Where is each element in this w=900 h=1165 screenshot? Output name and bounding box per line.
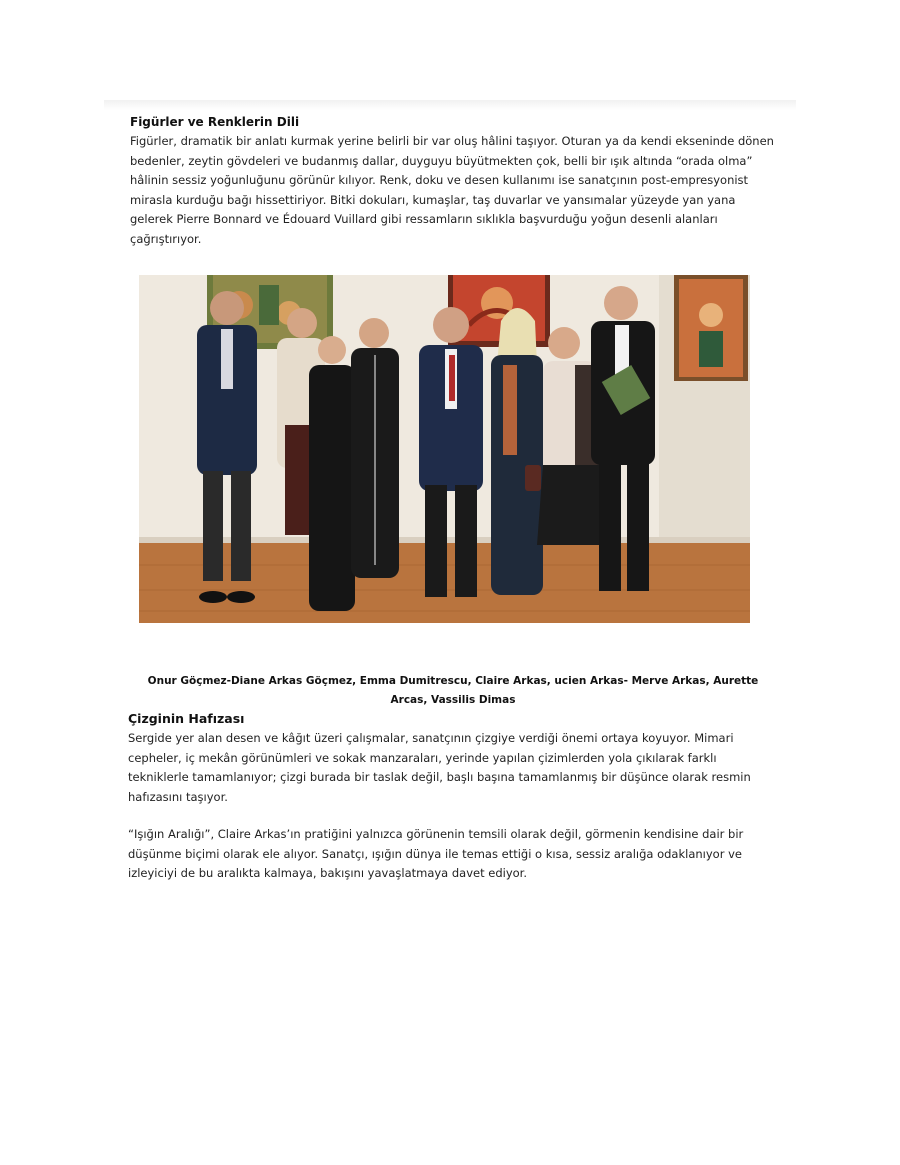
paragraph-line-memory: Sergide yer alan desen ve kâğıt üzeri çalışmalar, sanatçının çizgiye verdiği önemi ortaya koyuyor. Mimari cepheler, iç mekân görünümleri ve sokak manzaraları, yerinde yapılan çizimlerden yola çıkılarak farklı tekniklerle tamamlanıyor; çizgi burada bir taslak değil, başlı başına tamamlanmış bir düşünce olarak resmin hafızasını taşıyor. — [128, 731, 751, 804]
section-heading-line-memory: Çizginin Hafızası — [128, 711, 245, 726]
paragraph-figures: Figürler, dramatik bir anlatı kurmak yerine belirli bir var oluş hâlini taşıyor. Oturan ya da kendi ekseninde dönen bedenler, zeytin gövdeleri ve budanmış dallar, duyguyu büyütmekten çok, belli bir ışık altında “orada olma” hâlinin sessiz yoğunluğunu görünür kılıyor. Renk, doku ve desen kullanımı ise sanatçının post-empresyonist mirasla kurduğu bağı hissettiriyor. Bitki dokuları, kumaşlar, taş duvarlar ve yansımalar yüzeyde yan yana gelerek Pierre Bonnard ve Édouard Vuillard gibi ressamların sıklıkla başvurduğu yoğun desenli alanları çağrıştırıyor. — [130, 134, 774, 246]
group-photo — [139, 275, 750, 623]
person-4 — [351, 318, 399, 578]
section-heading-figures: Figürler ve Renklerin Dili — [130, 115, 300, 129]
photo-caption: Onur Göçmez-Diane Arkas Göçmez, Emma Dumitrescu, Claire Arkas, ucien Arkas- Merve Arkas, Aurette Arcas, Vassilis Dimas — [147, 675, 759, 706]
person-3 — [309, 336, 355, 611]
paragraph-light-interval: “Işığın Aralığı”, Claire Arkas’ın pratiğini yalnızca görünenin temsili olarak değil, görmenin kendisine dair bir düşünme biçimi olarak ele alıyor. Sanatçı, ışığın dünya ile temas ettiği o kısa, sessiz aralığa odaklanıyor ve izleyiciyi de bu aralıkta kalmaya, bakışını yavaşlatmaya davet ediyor. — [128, 827, 744, 880]
painting-right — [674, 275, 748, 381]
person-6 — [491, 308, 543, 595]
page-top-shadow — [104, 100, 796, 110]
